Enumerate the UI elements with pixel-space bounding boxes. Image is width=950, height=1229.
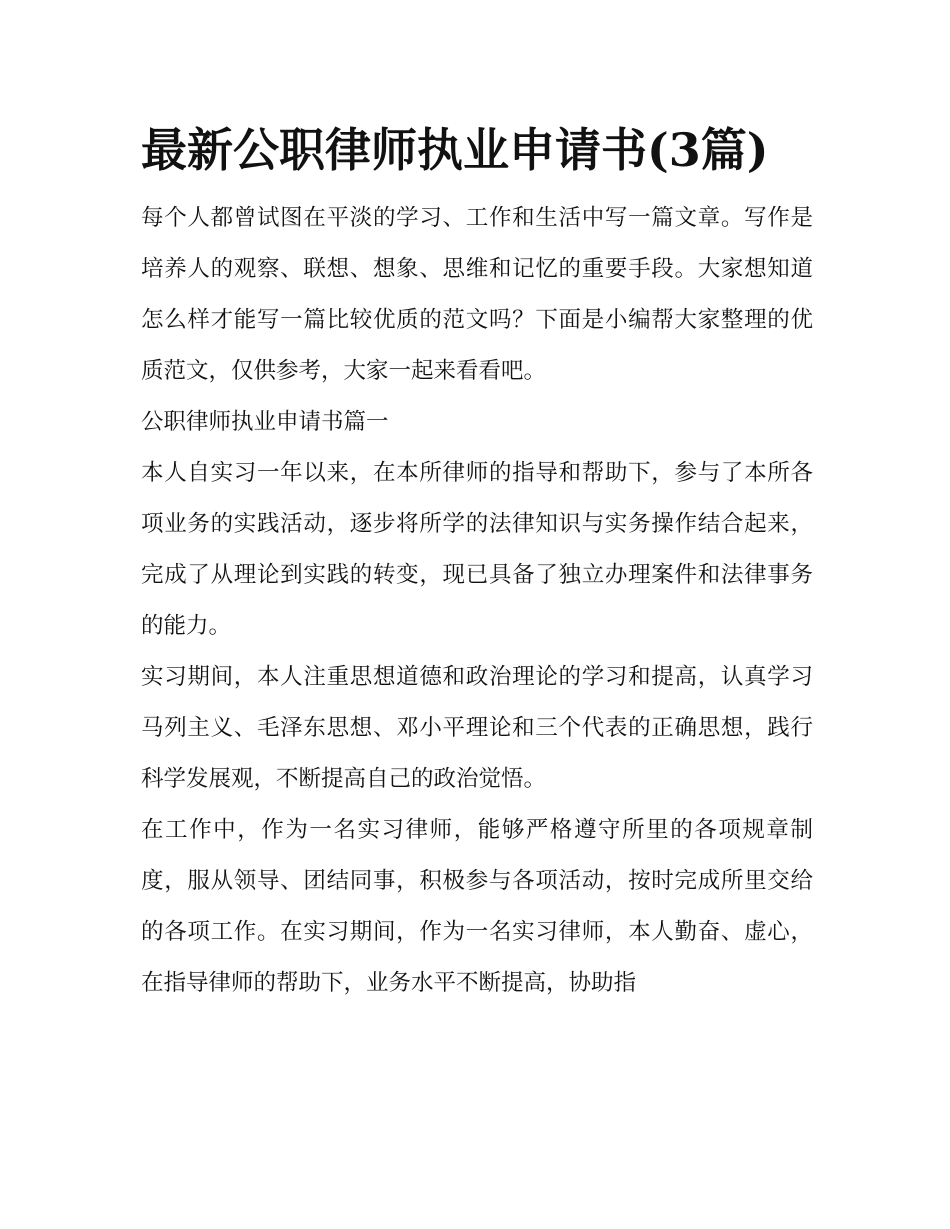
body-paragraph-1: 本人自实习一年以来，在本所律师的指导和帮助下，参与了本所各项业务的实践活动，逐步将所学的法律知识与实务操作结合起来，完成了从理论到实践的转变，现已具备了独立办理案件和法律事务的能力。 [141, 460, 813, 639]
document-page [141, 112, 813, 1009]
body-paragraph-3: 在工作中，作为一名实习律师，能够严格遵守所里的各项规章制度，服从领导、团结同事，积极参与各项活动，按时完成所里交给的各项工作。在实习期间，作为一名实习律师，本人勤奋、虚心，在指导律师的帮助下，业务水平不断提高，协助指 [141, 817, 813, 996]
document-title: 最新公职律师执业申请书(3篇) [141, 123, 769, 177]
section-heading: 公职律师执业申请书篇一 [141, 409, 389, 435]
intro-paragraph: 每个人都曾试图在平淡的学习、工作和生活中写一篇文章。写作是培养人的观察、联想、想象、思维和记忆的重要手段。大家想知道怎么样才能写一篇比较优质的范文吗？下面是小编帮大家整理的优质范文，仅供参考，大家一起来看看吧。 [141, 205, 813, 384]
body-paragraph-2: 实习期间，本人注重思想道德和政治理论的学习和提高，认真学习马列主义、毛泽东思想、邓小平理论和三个代表的正确思想，践行科学发展观，不断提高自己的政治觉悟。 [141, 664, 813, 792]
document-body [141, 193, 813, 1009]
